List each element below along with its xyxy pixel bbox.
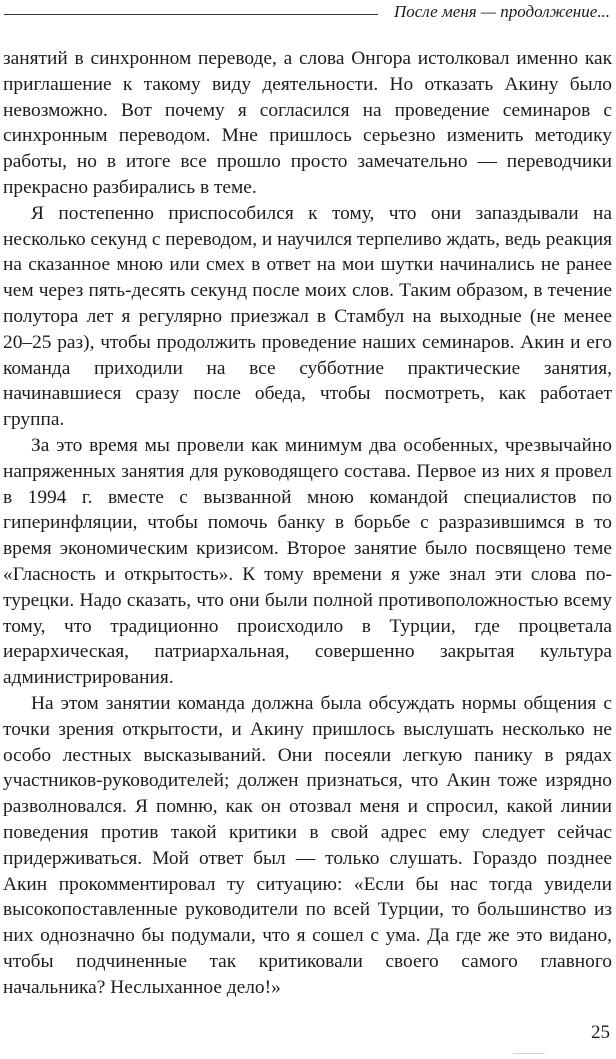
page-number: 25 bbox=[591, 1022, 610, 1043]
running-title: После меня — продолжение... bbox=[393, 2, 610, 21]
running-header bbox=[0, 0, 616, 30]
paragraph-2: Я постепенно приспособился к тому, что они запаздывали на несколько секунд с переводом, и научился терпеливо ждать, ведь реакция на сказанное мною или смех в ответ на мои шутки начинались не ранее чем через пять-десять секунд после моих слов. Таким образом, в течение полутора лет я регулярно приезжал в Стамбул на выходные (не менее 20–25 раз), чтобы продолжить проведение наших семинаров. Акин и его команда приходили на все субботние практические занятия, начинавшиеся сразу после обеда, чтобы посмотреть, как работает группа. bbox=[3, 202, 612, 431]
footer-mark bbox=[513, 1053, 545, 1054]
paragraph-3: За это время мы провели как минимум два особенных, чрезвычайно напряженных занятия для руководящего состава. Первое из них я провел в 1994 г. вместе с вызванной мною командой специалистов по гиперинфляции, чтобы помочь банку в борьбе с разразившимся в то время экономическим кризисом. Второе занятие было посвящено теме «Гласность и открытость». К тому времени я уже знал эти слова по-турецки. Надо сказать, что они были полной противоположностью всему тому, что традиционно происходило в Турции, где процветала иерархическая, патриархальная, совершенно закрытая культура администрирования. bbox=[3, 434, 612, 689]
header-rule bbox=[4, 14, 378, 15]
body-text bbox=[3, 46, 612, 1000]
paragraph-4: На этом занятии команда должна была обсуждать нормы общения с точки зрения открытости, и Акину пришлось выслушать несколько не особо лестных высказываний. Они посеяли легкую панику в рядах участников-руководителей; должен признаться, что Акин тоже изрядно разволновался. Я помню, как он отозвал меня и спросил, какой линии поведения против такой критики в свой адрес ему следует сейчас придерживаться. Мой ответ был — только слушать. Гораздо позднее Акин прокомментировал ту ситуацию: «Если бы нас тогда увидели высокопоставленные руководители по всей Турции, то большинство из них однозначно бы подумали, что я сошел с ума. Да где же это видано, чтобы подчиненные так критиковали своего самого главного начальника? Неслыханное дело!» bbox=[3, 692, 612, 998]
paragraph-1: занятий в синхронном переводе, а слова Онгора истолковал именно как приглашение к такому виду деятельности. Но отказать Акину было невозможно. Вот почему я согласился на проведение семинаров с синхронным переводом. Мне пришлось серьезно изменить методику работы, но в итоге все прошло просто замечательно — переводчики прекрасно разбирались в теме. bbox=[3, 48, 612, 198]
